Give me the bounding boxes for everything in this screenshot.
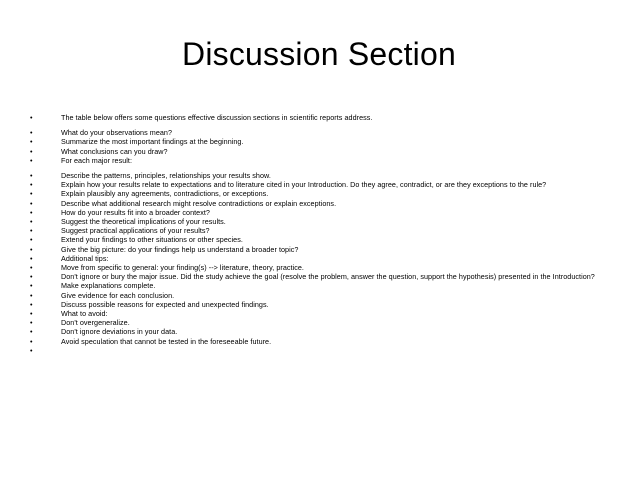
list-item-text: What do your observations mean? [61,128,173,138]
bullet: • [30,336,33,346]
bullet: • [30,299,33,309]
list-item-text: For each major result: [61,155,133,165]
list-item-text: Don't overgeneralize. [61,318,130,328]
bullet: • [30,207,33,217]
list-item [30,300,600,309]
bullet: • [30,146,33,156]
list-item-text: Explain how your results relate to expectations and to literature cited in your Introduction. Do they agree, contradict, or are they exceptions to the rule? [61,180,547,190]
list-item-text: The table below offers some questions effective discussion sections in scientific reports address. [61,113,373,122]
list-item [30,208,600,217]
bullet: • [30,345,33,355]
list-item-text: Don't ignore deviations in your data. [61,327,178,337]
bullet: • [30,281,33,291]
list-item [30,327,600,336]
list-item [30,226,600,235]
bullet: • [30,290,33,300]
list-item [30,235,600,244]
list-item-text: Suggest the theoretical implications of your results. [61,217,226,227]
list-item-text: Summarize the most important findings at the beginning. [61,137,244,147]
bullet: • [30,198,33,208]
list-item [30,199,600,208]
list-item [30,113,600,122]
bullet: • [30,113,33,122]
list-item-text: Make explanations complete. [61,281,156,291]
list-item [30,245,600,254]
list-item [30,189,600,198]
list-item-text: Additional tips: [61,253,109,263]
list-item-text: Describe what additional research might resolve contradictions or explain exceptions. [61,198,337,208]
bullet: • [30,180,33,190]
list-item-text: Explain plausibly any agreements, contradictions, or exceptions. [61,189,269,199]
list-item [30,137,600,146]
list-item [30,180,600,189]
list-item-text: Suggest practical applications of your results? [61,226,210,236]
bullet: • [30,244,33,254]
list-item-text: Avoid speculation that cannot be tested in the foreseeable future. [61,336,272,346]
list-item [30,318,600,327]
bullet: • [30,217,33,227]
list-item-text: Discuss possible reasons for expected and unexpected findings. [61,299,269,309]
list-item [30,128,600,137]
list-item-text: What to avoid: [61,309,108,319]
bullet: • [30,318,33,328]
list-item [30,337,600,346]
bullet: • [30,128,33,138]
bullet: • [30,171,33,181]
list-item [30,263,600,272]
bullet: • [30,137,33,147]
list-item-text: Give the big picture: do your findings help us understand a broader topic? [61,244,299,254]
list-item [30,156,600,165]
list-item-text: Don't ignore or bury the major issue. Did the study achieve the goal (resolve the problem, answer the question, support the hypothesis) presented in the Introduction? [61,272,595,282]
list-item [30,291,600,300]
list-item [30,254,600,263]
bullet-list [30,113,600,355]
list-item [30,217,600,226]
bullet: • [30,235,33,245]
list-item [30,171,600,180]
list-item-text: Describe the patterns, principles, relationships your results show. [61,171,271,181]
bullet: • [30,327,33,337]
list-item-text: Move from specific to general: your finding(s) --> literature, theory, practice. [61,263,304,273]
bullet: • [30,253,33,263]
list-item [30,272,600,281]
list-item-text: Give evidence for each conclusion. [61,290,175,300]
bullet: • [30,226,33,236]
bullet: • [30,272,33,282]
bullet: • [30,189,33,199]
bullet: • [30,155,33,165]
list-item-text: How do your results fit into a broader context? [61,207,210,217]
list-item [30,309,600,318]
bullet: • [30,263,33,273]
bullet: • [30,309,33,319]
list-item-text: What conclusions can you draw? [61,146,168,156]
list-item [30,281,600,290]
slide-title: Discussion Section [182,36,456,72]
list-item [30,147,600,156]
list-item-text: Extend your findings to other situations or other species. [61,235,243,245]
